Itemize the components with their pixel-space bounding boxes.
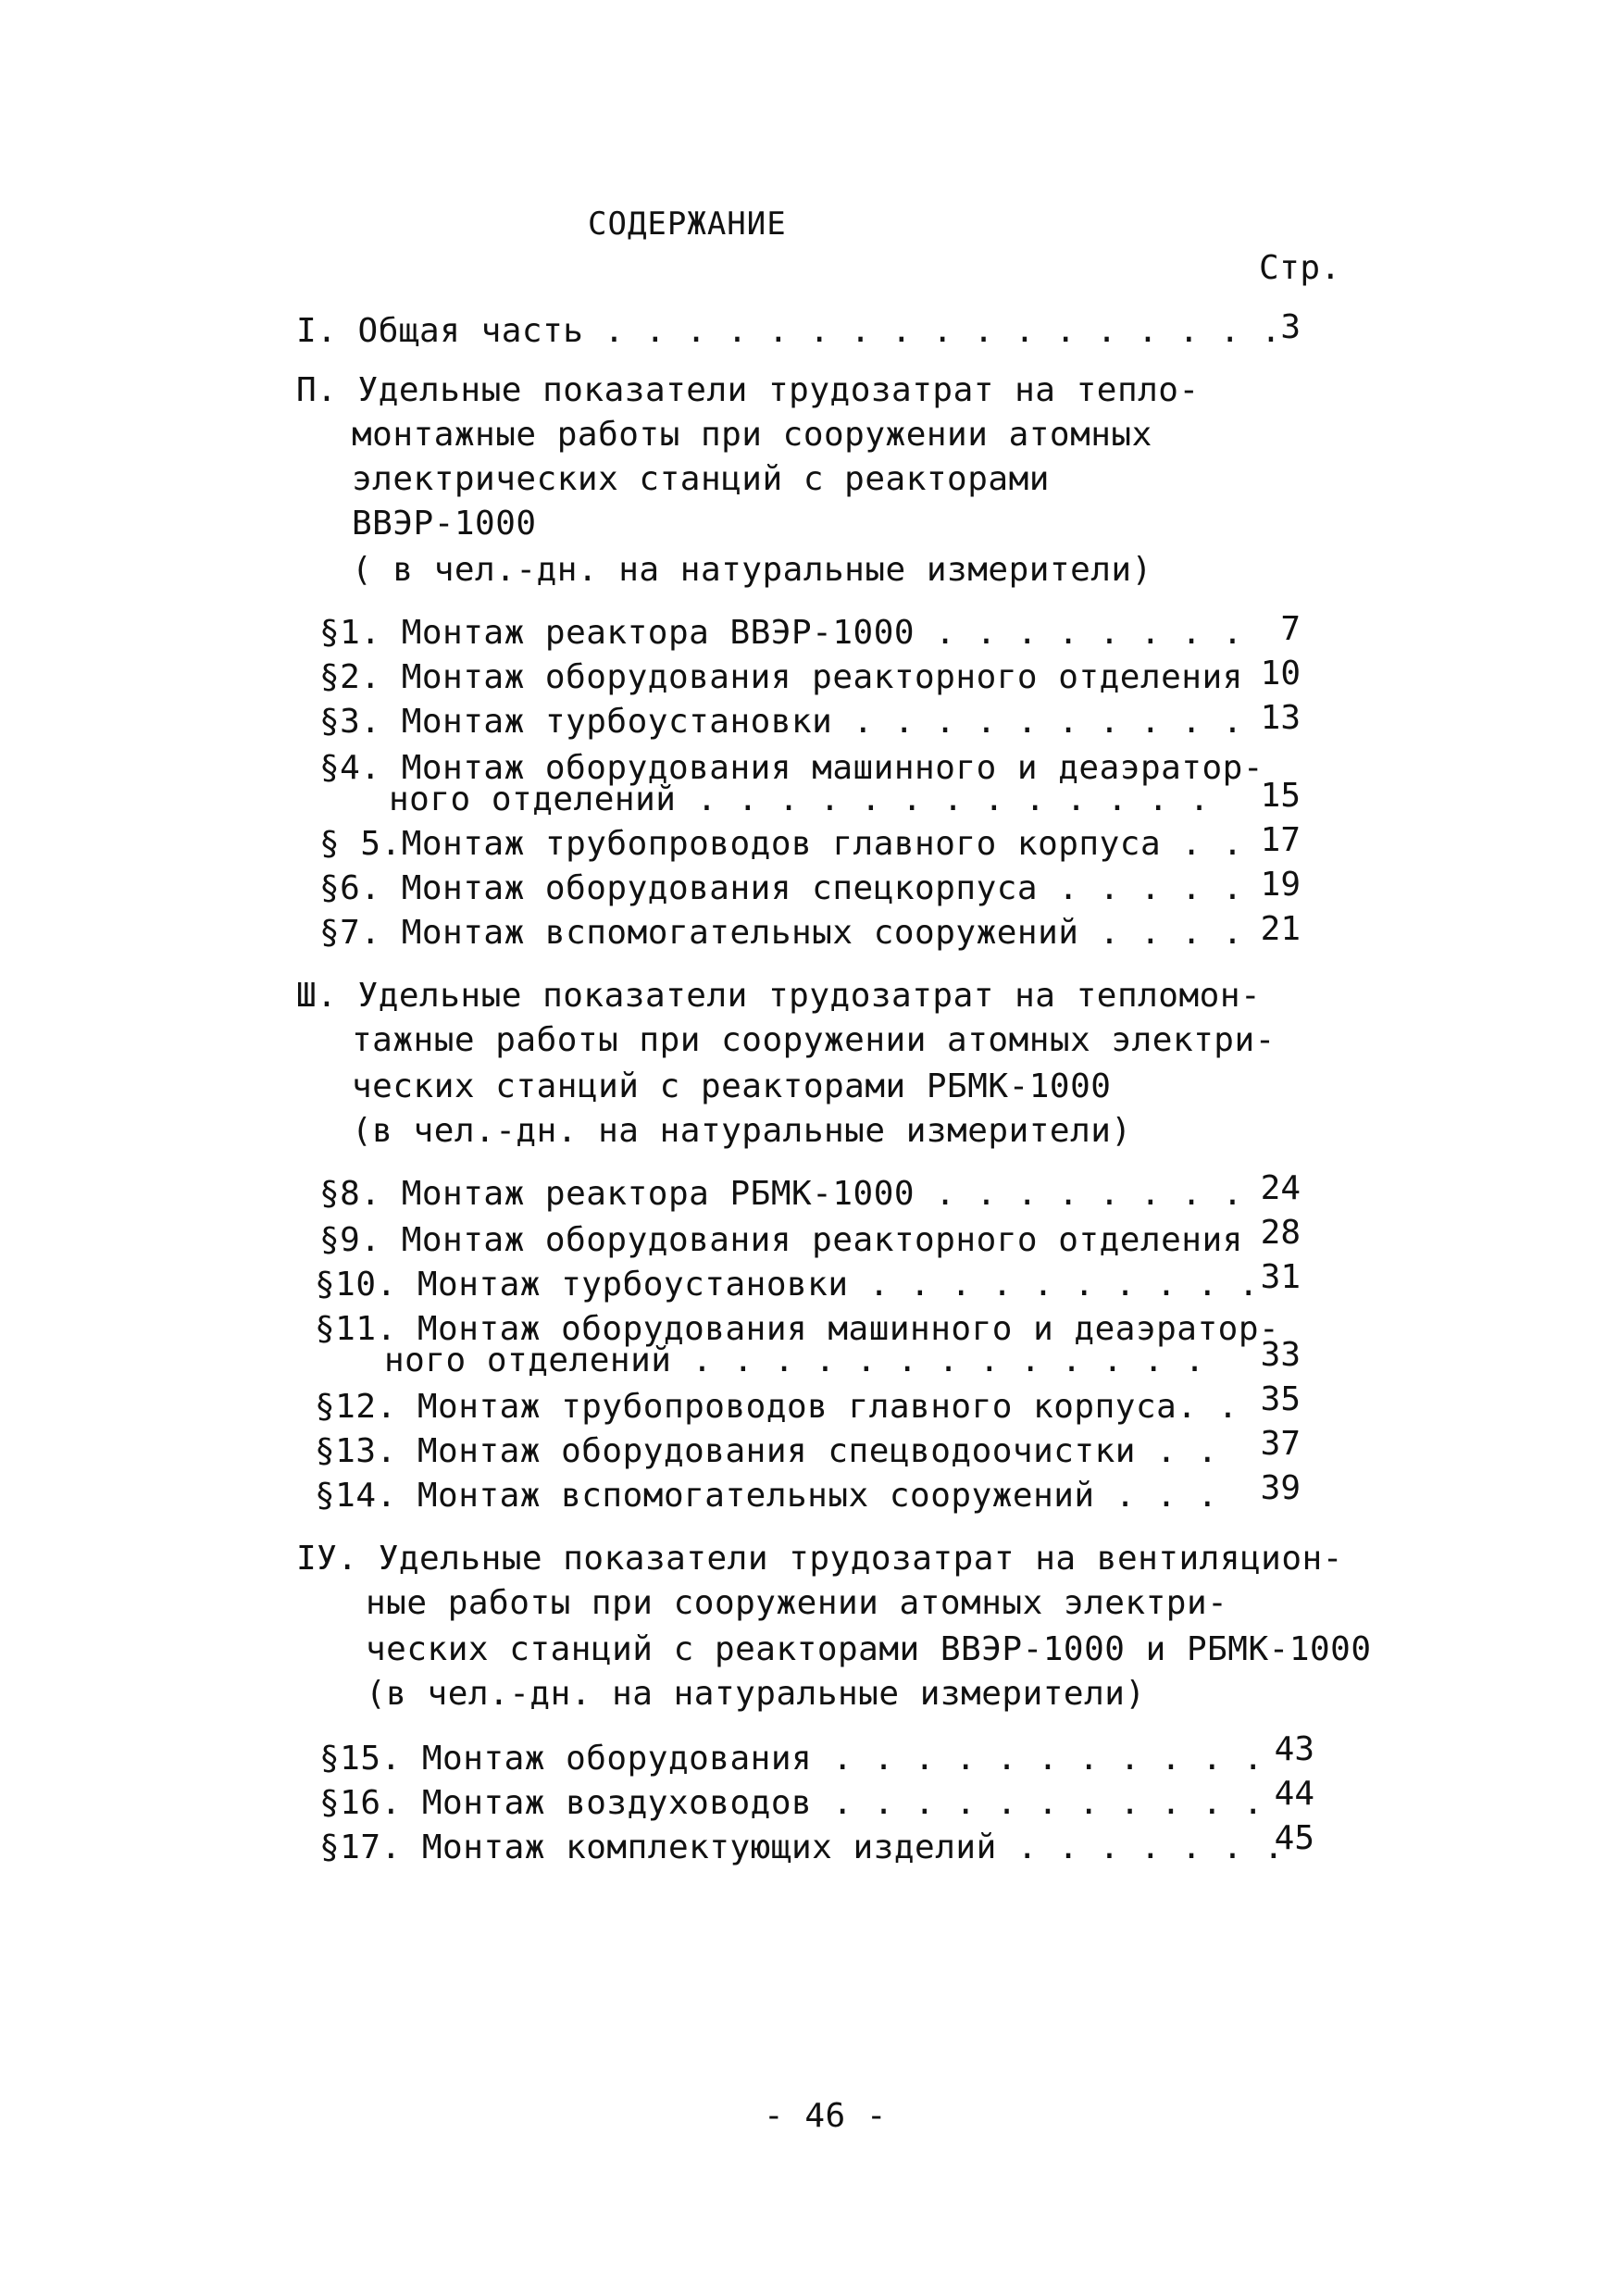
section-heading-cont: (в чел.-дн. на натуральные измерители) xyxy=(352,1112,1132,1150)
toc-entry-text: §17. Монтаж комплектующих изделий . . . . . . . xyxy=(319,1828,1285,1866)
toc-entry-text: §9. Монтаж оборудования реакторного отделения xyxy=(319,1221,1243,1259)
toc-entry-page: 33 xyxy=(1260,1336,1301,1374)
page-number: - 46 - xyxy=(764,2097,888,2135)
toc-entry-text: §10. Монтаж турбоустановки . . . . . . . . . . xyxy=(315,1266,1259,1304)
toc-entry-page: 39 xyxy=(1260,1469,1301,1507)
toc-entry-page: 24 xyxy=(1260,1169,1301,1207)
section-heading: IУ. Удельные показатели трудозатрат на вентиляцион- xyxy=(296,1540,1343,1578)
toc-entry-page: 15 xyxy=(1260,777,1301,815)
toc-entry-text: §11. Монтаж оборудования машинного и деаэратор- xyxy=(315,1310,1280,1348)
section-heading-cont: тажные работы при сооружении атомных электри- xyxy=(352,1021,1276,1059)
toc-entry-text: §13. Монтаж оборудования спецводоочистки . . xyxy=(315,1432,1218,1470)
toc-entry-text: §6. Монтаж оборудования спецкорпуса . . . . . xyxy=(319,869,1243,907)
section-heading-cont: электрических станций с реакторами xyxy=(352,460,1050,498)
toc-entry-page: 3 xyxy=(1280,308,1301,346)
toc-entry-page: 19 xyxy=(1260,866,1301,904)
section-heading-cont: (в чел.-дн. на натуральные измерители) xyxy=(366,1675,1146,1713)
section-heading-cont: ные работы при сооружении атомных электри- xyxy=(366,1584,1228,1622)
section-heading: П. Удельные показатели трудозатрат на тепло- xyxy=(296,371,1200,409)
toc-entry-text: §8. Монтаж реактора РБМК-1000 . . . . . . . . xyxy=(319,1175,1243,1213)
toc-entry-text: I. Общая часть . . . . . . . . . . . . . . . . . xyxy=(296,312,1282,350)
toc-entry-text: §7. Монтаж вспомогательных сооружений . . . . xyxy=(319,914,1243,952)
toc-entry-text-cont: ного отделений . . . . . . . . . . . . . xyxy=(389,780,1210,818)
toc-entry-page: 44 xyxy=(1274,1775,1314,1813)
section-heading: Ш. Удельные показатели трудозатрат на тепломон- xyxy=(296,977,1262,1015)
toc-entry-text: §14. Монтаж вспомогательных сооружений . . . xyxy=(315,1477,1218,1515)
toc-entry-text: §4. Монтаж оборудования машинного и деаэратор- xyxy=(319,749,1264,787)
toc-entry-page: 37 xyxy=(1260,1425,1301,1463)
toc-entry-text: §15. Монтаж оборудования . . . . . . . . . . . xyxy=(319,1740,1264,1778)
toc-entry-page: 35 xyxy=(1260,1380,1301,1418)
section-heading-cont: ческих станций с реакторами ВВЭР-1000 и РБМК-1000 xyxy=(366,1630,1372,1668)
toc-entry-text-cont: ного отделений . . . . . . . . . . . . . xyxy=(384,1341,1205,1379)
page-title: СОДЕРЖАНИЕ xyxy=(588,206,787,243)
toc-entry-page: 28 xyxy=(1260,1214,1301,1252)
section-heading-cont: ( в чел.-дн. на натуральные измерители) xyxy=(352,551,1152,589)
page-column-label: Стр. xyxy=(1259,249,1341,287)
toc-entry-text: §12. Монтаж трубопроводов главного корпуса. . xyxy=(315,1388,1239,1426)
toc-entry-text: §1. Монтаж реактора ВВЭР-1000 . . . . . . . . xyxy=(319,614,1243,652)
toc-entry-page: 31 xyxy=(1260,1258,1301,1296)
section-heading-cont: ческих станций с реакторами РБМК-1000 xyxy=(352,1067,1112,1105)
section-heading-cont: монтажные работы при сооружении атомных xyxy=(352,416,1152,454)
section-heading-cont: ВВЭР-1000 xyxy=(352,505,537,543)
toc-entry-page: 17 xyxy=(1260,821,1301,859)
toc-entry-page: 7 xyxy=(1280,610,1301,648)
toc-entry-page: 21 xyxy=(1260,910,1301,948)
toc-entry-text: §3. Монтаж турбоустановки . . . . . . . . . . xyxy=(319,703,1243,741)
toc-entry-text: § 5.Монтаж трубопроводов главного корпуса . . xyxy=(319,825,1243,863)
toc-entry-text: §2. Монтаж оборудования реакторного отделения xyxy=(319,658,1243,696)
toc-entry-page: 45 xyxy=(1274,1819,1314,1857)
toc-entry-page: 10 xyxy=(1260,655,1301,693)
toc-entry-text: §16. Монтаж воздуховодов . . . . . . . . . . . xyxy=(319,1784,1264,1822)
toc-entry-page: 43 xyxy=(1274,1730,1314,1768)
toc-entry-page: 13 xyxy=(1260,699,1301,737)
